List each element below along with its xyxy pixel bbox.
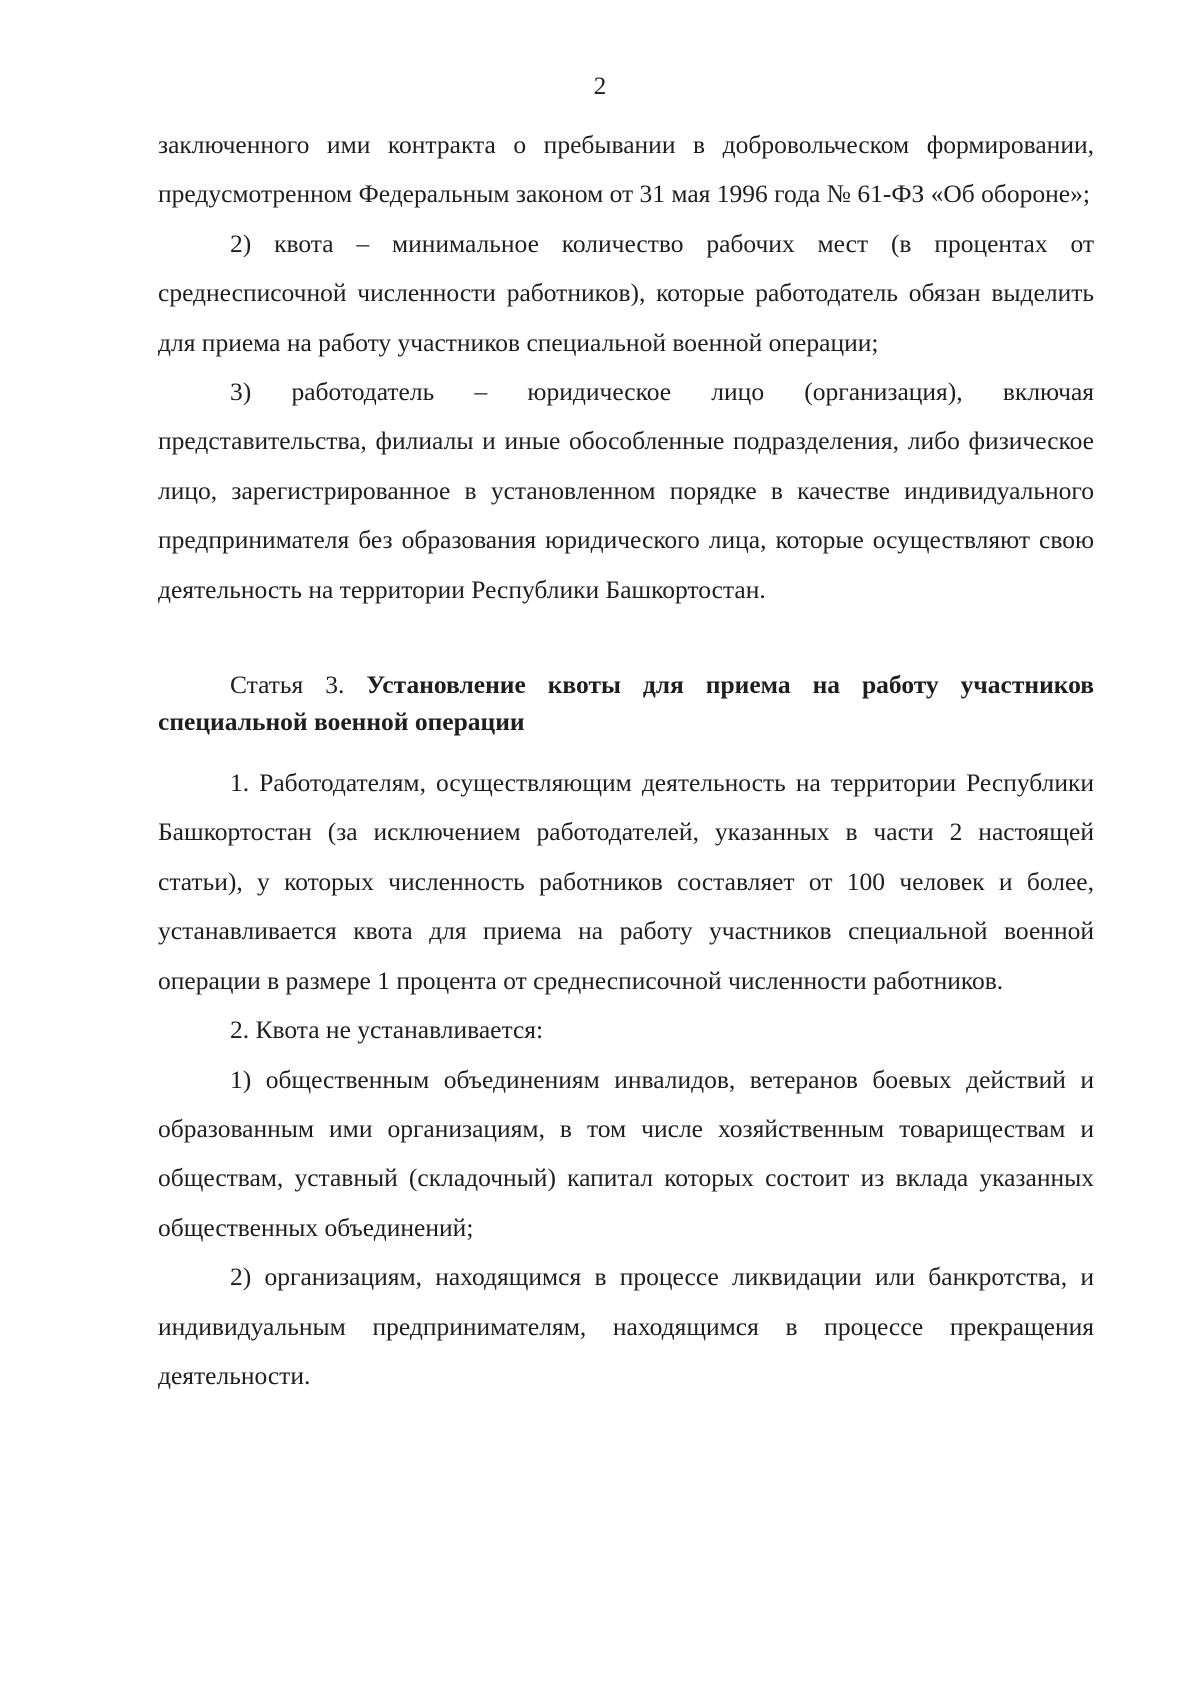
page-number: 2 (593, 73, 607, 100)
article-part-2-item-2: 2) организациям, находящимся в процессе ликвидации или банкротства, и индивидуальным предпринимателям, находящимся в процессе прекращения деятельности. (158, 1262, 1094, 1390)
paragraph-continuation: заключенного ими контракта о пребывании в добровольческом формировании, предусмотренном Федеральным законом от 31 мая 1996 года № 61-ФЗ «Об обороне»; (158, 130, 1094, 209)
article-part-2: 2. Квота не устанавливается: (230, 1015, 544, 1045)
article-part-2-item-1: 1) общественным объединениям инвалидов, ветеранов боевых действий и образованным ими организациям, в том числе хозяйственным товариществам и обществам, уставный (складочный) капитал которых состоит из вклада указанных общественных объединений; (158, 1064, 1094, 1242)
definition-quota: 2) квота – минимальное количество рабочих мест (в процентах от среднесписочной численности работников), которые работодатель обязан выделить для приема на работу участников специальной военной операции; (158, 228, 1094, 357)
article-label: Статья 3. (230, 670, 345, 700)
article-part-1: 1. Работодателям, осуществляющим деятельность на территории Республики Башкортостан (за исключением работодателей, указанных в части 2 настоящей статьи), у которых численность работников составляет от 100 человек и более, устанавливается квота для приема на работу участников специальной военной операции в размере 1 процента от среднесписочной численности работников. (158, 768, 1094, 995)
document-body (158, 120, 1094, 1400)
article-title: Установление квоты для приема на работу участников специальной военной операции (158, 670, 1094, 737)
definition-employer: 3) работодатель – юридическое лицо (организация), включая представительства, филиалы и иные обособленные подразделения, либо физическое лицо, зарегистрированное в установленном порядке в качестве индивидуального предпринимателя без образования юридического лица, которые осуществляют свою деятельность на территории Республики Башкортостан. (158, 377, 1094, 604)
article-heading (158, 666, 1094, 740)
